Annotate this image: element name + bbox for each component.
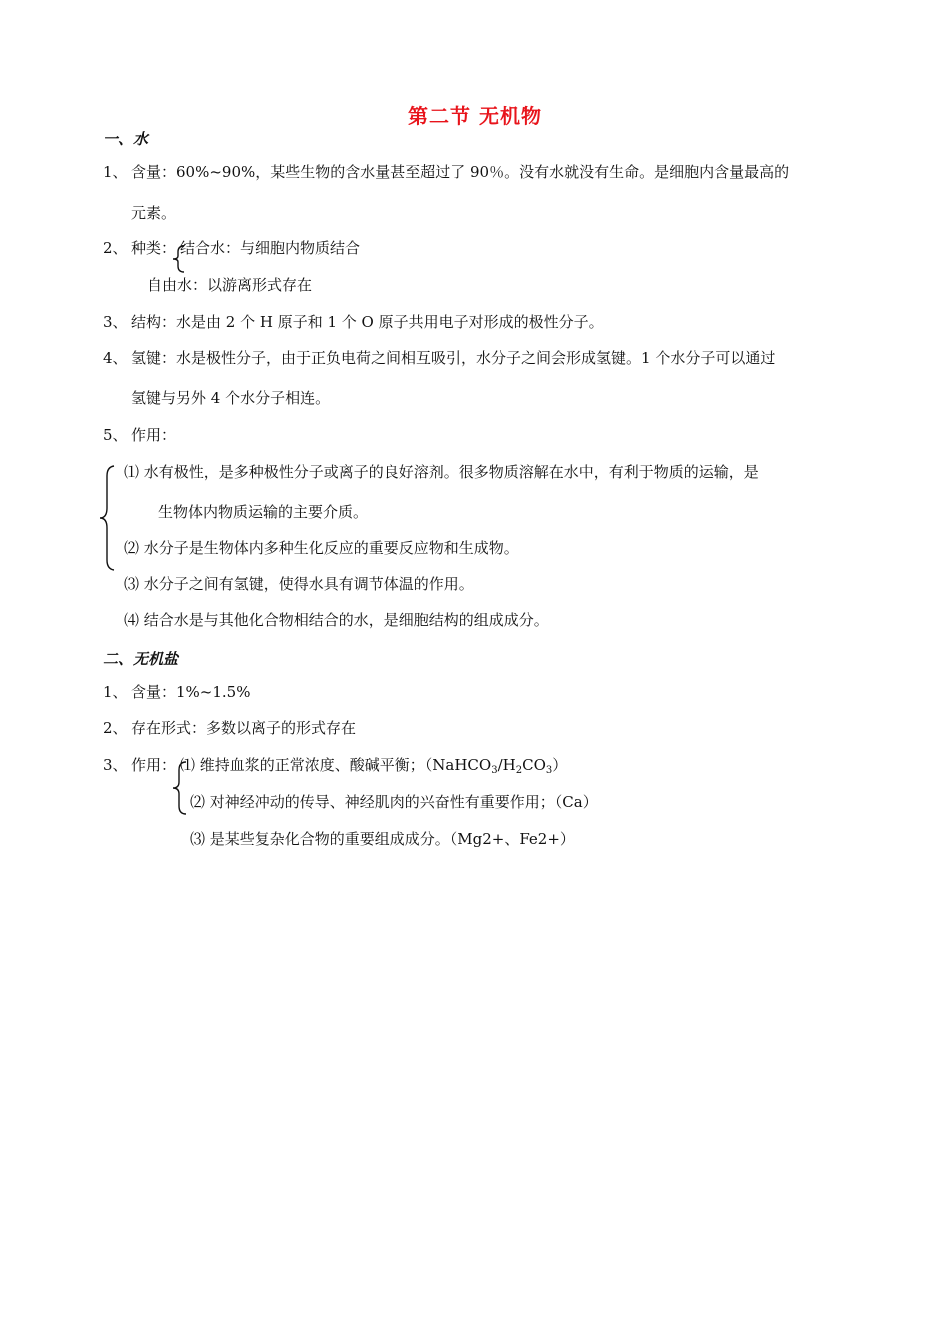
hydrogen-bond-text: 氢键：水是极性分子，由于正负电荷之间相互吸引，水分子之间会形成氢键。1 个水分子可以通过 — [131, 349, 776, 367]
item-number: 2、 — [103, 239, 128, 257]
page-title: 第二节 无机物 — [408, 104, 542, 128]
water-content-line-2: 元素。 — [131, 204, 177, 222]
water-function-label: 作用： — [131, 426, 177, 444]
water-function-point-1-cont: 生物体内物质运输的主要介质。 — [158, 503, 369, 521]
item-number: 3、 — [103, 756, 128, 774]
salt-function-point-3: ⑶ 是某些复杂化合物的重要组成成分。（Mg2+、Fe2+） — [190, 830, 575, 848]
brace-salt-functions — [170, 760, 188, 816]
brace-water-types — [170, 244, 186, 274]
hydrogen-bond-line-2: 氢键与另外 4 个水分子相连。 — [131, 389, 331, 407]
item-number: 5、 — [103, 426, 128, 444]
water-structure-text: 结构：水是由 2 个 H 原子和 1 个 O 原子共用电子对形成的极性分子。 — [131, 313, 604, 331]
salt-function-label: 作用： — [131, 756, 177, 774]
water-types-label: 种类： — [131, 239, 177, 257]
section-heading-inorganic-salt: 二、无机盐 — [103, 650, 179, 668]
water-content-line-1 — [103, 162, 789, 182]
item-number: 1、 — [103, 683, 128, 701]
water-types-line — [103, 238, 360, 258]
water-function-line — [103, 425, 176, 445]
bound-water-text: 结合水：与细胞内物质结合 — [180, 239, 361, 257]
salt-content-text: 含量：1%~1.5% — [131, 683, 251, 701]
item-number: 3、 — [103, 313, 128, 331]
water-function-point-4: ⑷ 结合水是与其他化合物相结合的水，是细胞结构的组成成分。 — [124, 611, 549, 629]
free-water-text: 自由水：以游离形式存在 — [147, 276, 313, 294]
salt-content-line — [103, 682, 250, 702]
salt-form-text: 存在形式：多数以离子的形式存在 — [131, 719, 357, 737]
hydrogen-bond-line-1 — [103, 348, 775, 368]
water-function-point-3: ⑶ 水分子之间有氢键，使得水具有调节体温的作用。 — [124, 575, 474, 593]
salt-function-point-1: ⑴ 维持血浆的正常浓度、酸碱平衡；$(NaHCO_3/H_2CO_3)$ — [180, 756, 568, 776]
water-content-text: 含量：60%~90%，某些生物的含水量甚至超过了 90％。没有水就没有生命。是细胞内含量最高的 — [131, 163, 790, 181]
section-heading-water: 一、水 — [103, 130, 149, 148]
item-number: 4、 — [103, 349, 128, 367]
brace-water-functions — [97, 464, 117, 572]
salt-form-line — [103, 718, 356, 738]
water-structure-line — [103, 312, 604, 332]
item-number: 2、 — [103, 719, 128, 737]
water-function-point-1: ⑴ 水有极性，是多种极性分子或离子的良好溶剂。很多物质溶解在水中，有利于物质的运输，是 — [124, 463, 759, 481]
item-number: 1、 — [103, 163, 128, 181]
salt-function-point-2: ⑵ 对神经冲动的传导、神经肌肉的兴奋性有重要作用；（Ca） — [190, 793, 598, 811]
water-function-point-2: ⑵ 水分子是生物体内多种生化反应的重要反应物和生成物。 — [124, 539, 519, 557]
